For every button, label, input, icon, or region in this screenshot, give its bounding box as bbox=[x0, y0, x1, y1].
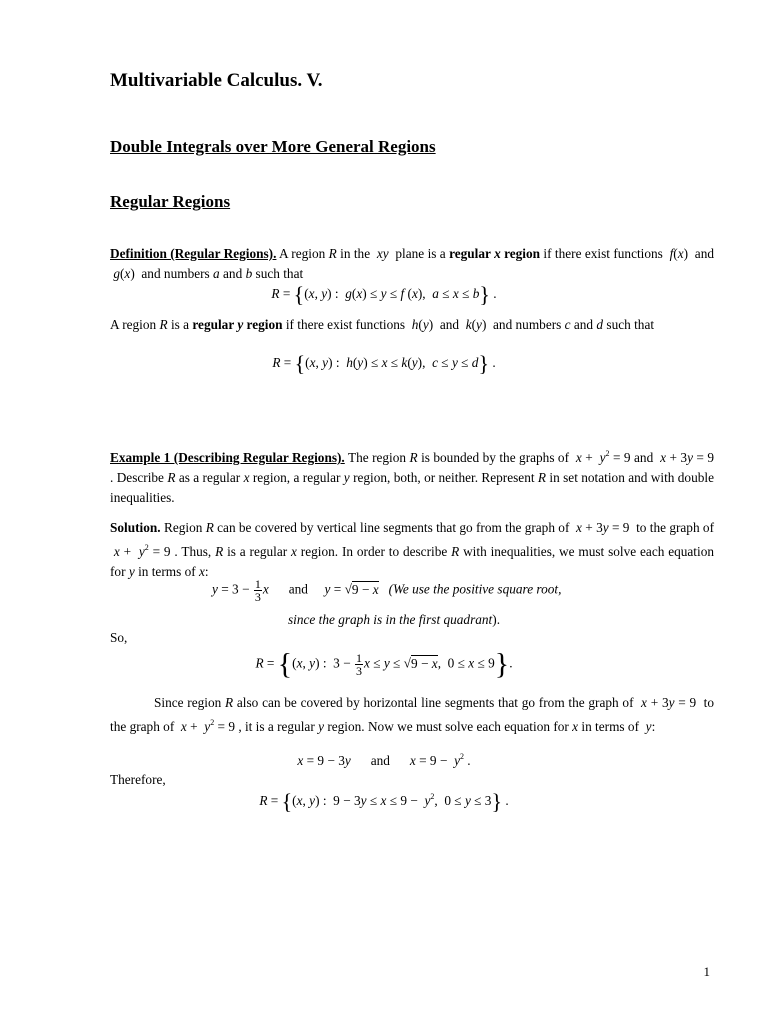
solution-equation-1: y = 3 − $\frac{1}{3}$ x and y = √9 − x (We use the positive square root, bbox=[212, 577, 562, 604]
subsection-heading: Regular Regions bbox=[110, 192, 231, 211]
definition-paragraph: Definition (Regular Regions). A region R in the xy plane is a regular x region if there exist functions f(x) and g(x) and numbers a and b such that bbox=[110, 246, 714, 281]
and-word: and bbox=[288, 581, 308, 597]
therefore-label: Therefore, bbox=[110, 772, 166, 787]
example-paragraph: Example 1 (Describing Regular Regions). The region R is bounded by the graphs of $x + y^2 = 9$ and x + 3y = 9 . Describe R as a regular x region, a regular y region, both, or neither. Represent R in set notation and with double inequalities. bbox=[110, 449, 715, 505]
definition-equation-1: R = {(x, y) : g(x) ≤ y ≤ f (x), a ≤ x ≤ b} . bbox=[271, 281, 497, 307]
so-label: So, bbox=[110, 630, 128, 645]
definition-label: Definition (Regular Regions). bbox=[110, 246, 277, 261]
page-title: Multivariable Calculus. V. bbox=[110, 70, 323, 91]
page-number: 1 bbox=[703, 964, 710, 979]
solution-label: Solution. bbox=[110, 520, 161, 535]
solution-note: since the graph is in the first quadrant). bbox=[288, 612, 501, 627]
section-heading: Double Integrals over More General Regions bbox=[110, 137, 436, 156]
solution-paragraph: Solution. Region R can be covered by vertical line segments that go from the graph of x + 3y = 9 to the graph of $x + y^2 = 9$ . Thus, R is a regular x region. In order to describe R with inequalities, we must solve each equation for y in terms of x: bbox=[110, 520, 714, 579]
solution-equation-2: R = {(x, y) : 3 − $\frac{1}{3}$ x ≤ y ≤ √9 − x, 0 ≤ x ≤ 9}. bbox=[255, 647, 513, 681]
example-label: Example 1 (Describing Regular Regions). bbox=[110, 450, 345, 465]
solution-equation-4: R = {(x, y) : $9 - 3y \le x \le 9 - y^2$, 0 ≤ y ≤ 3} . bbox=[259, 788, 509, 814]
solution-equation-3: x = 9 − 3y and $x = 9 - y^2$ . bbox=[297, 752, 471, 768]
solution-paragraph-2: Since region R also can be covered by horizontal line segments that go from the graph of x + 3y = 9 to the graph of $x + y^2 = 9$ , it is a regular y region. Now we must solve each equation for x in terms of y: bbox=[110, 695, 715, 734]
definition-equation-2: R = {(x, y) : h(y) ≤ x ≤ k(y), c ≤ y ≤ d} . bbox=[272, 350, 496, 376]
definition-paragraph-2: A region R is a regular y region if there exist functions h(y) and k(y) and numbers c and d such that bbox=[110, 317, 655, 332]
